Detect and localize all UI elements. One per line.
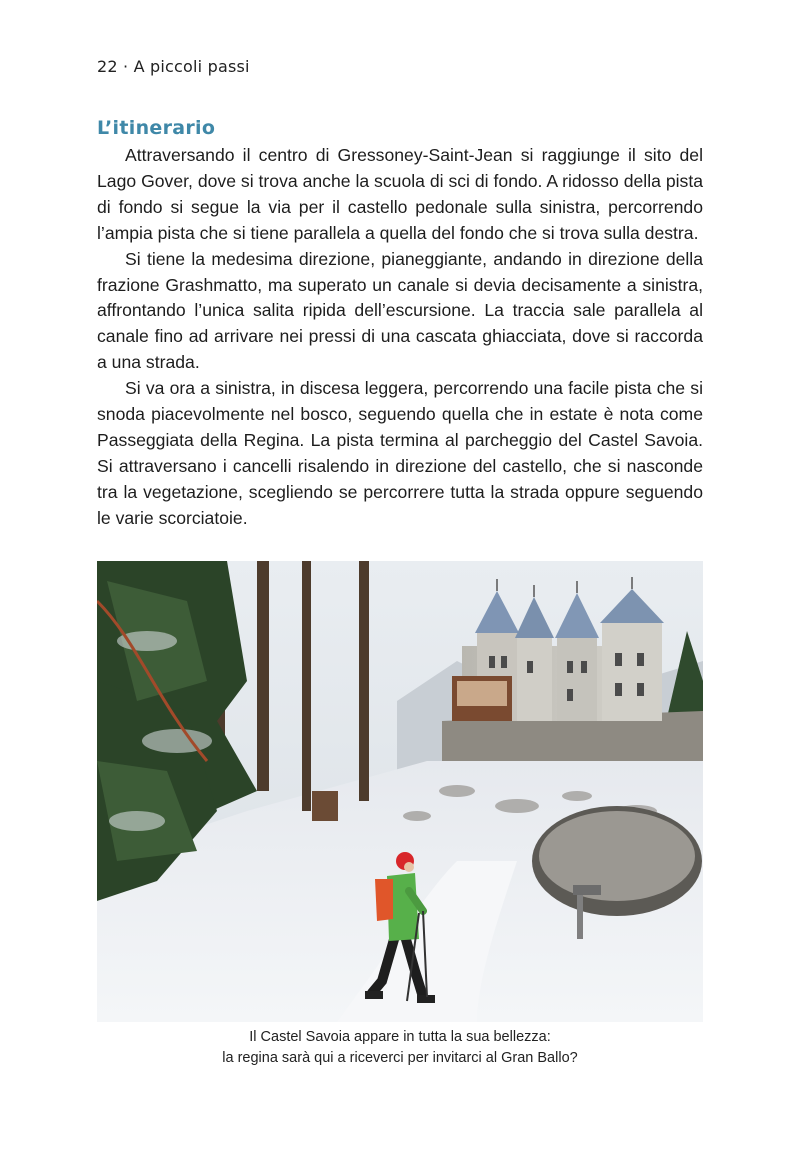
figure-caption — [97, 1027, 703, 1069]
caption-line: la regina sarà qui a riceverci per invitarci al Gran Ballo? — [222, 1050, 578, 1066]
running-head: 22 · A piccoli passi — [97, 57, 250, 76]
paragraph: Si va ora a sinistra, in discesa leggera, percorrendo una facile pista che si snoda piacevolmente nel bosco, seguendo quella che in estate è nota come Passeggiata della Regina. La pista termina al parcheggio del Castel Savoia. Si attraversano i cancelli risalendo in direzione del castello, che si nasconde tra la vegetazione, scegliendo se percorrere tutta la strada oppure seguendo le varie scorciatoie. — [97, 378, 703, 528]
section-title: L’itinerario — [97, 117, 216, 139]
paragraph: Attraversando il centro di Gressoney-Saint-Jean si raggiunge il sito del Lago Gover, dove si trova anche la scuola di sci di fondo. A ridosso della pista di fondo si segue la via per il castello pedonale sulla sinistra, percorrendo l’ampia pista che si tiene parallela a quella del fondo che si trova sulla destra. — [97, 145, 703, 243]
caption-line: Il Castel Savoia appare in tutta la sua bellezza: — [249, 1029, 551, 1045]
castle-photo — [97, 561, 703, 1022]
body-text — [97, 143, 703, 532]
paragraph: Si tiene la medesima direzione, pianeggiante, andando in direzione della frazione Grashmatto, ma superato un canale si devia decisamente a sinistra, affrontando l’unica salita ripida dell’escursione. La traccia sale parallela al canale fino ad arrivare nei pressi di una cascata ghiacciata, dove si raccorda a una strada. — [97, 248, 703, 373]
